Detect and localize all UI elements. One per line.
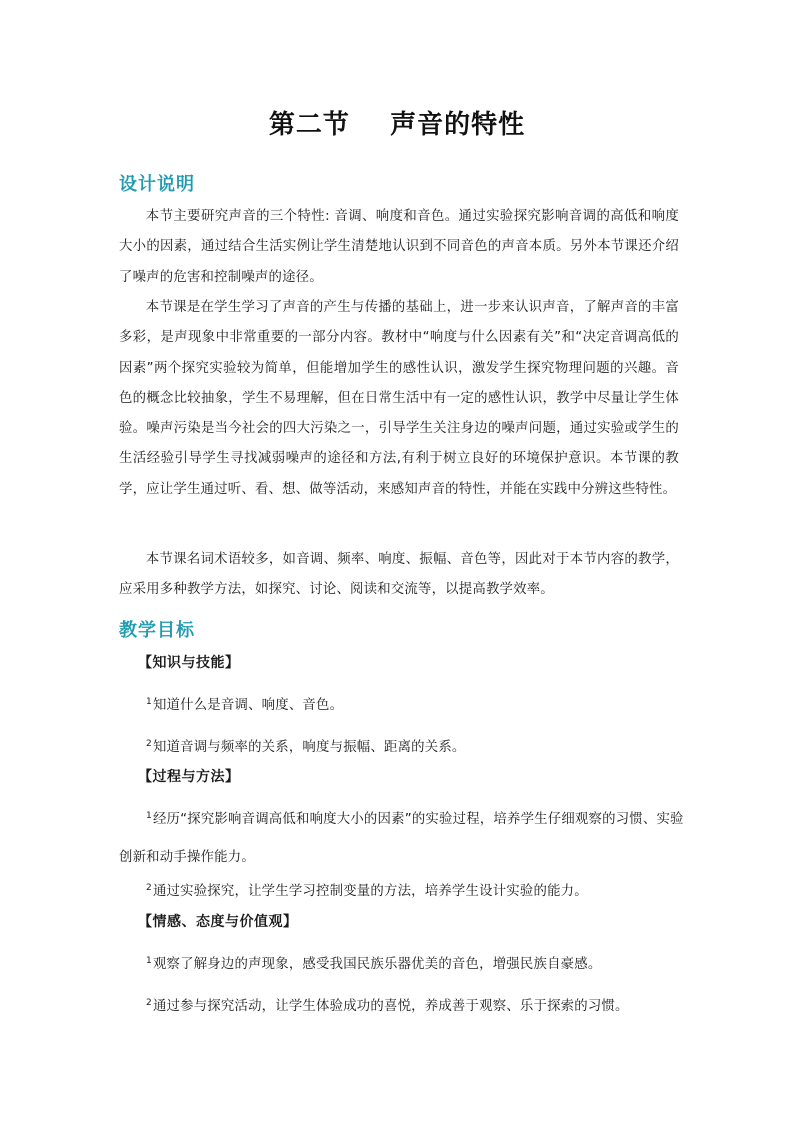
item-text: 知道什么是音调、响度、音色。 xyxy=(152,698,344,713)
process-item-1 xyxy=(119,797,685,877)
emotion-item-2 xyxy=(146,984,686,1026)
design-paragraph-3: 本节课名词术语较多，如音调、频率、响度、振幅、音色等，因此对于本节内容的教学，应采用多种教学方法，如探究、讨论、阅读和交流等，以提高教学效率。 xyxy=(119,552,679,598)
item-text: 通过实验探究，让学生学习控制变量的方法，培养学生设计实验的能力。 xyxy=(152,884,588,899)
item-number: 2 xyxy=(146,883,152,893)
page-title: 第二节 声音的特性 xyxy=(268,110,526,140)
item-text: 通过参与探究活动，让学生体验成功的喜悦，养成善于观察、乐于探索的习惯。 xyxy=(152,999,629,1014)
item-number: 2 xyxy=(146,998,152,1008)
item-number: 1 xyxy=(146,697,152,707)
design-paragraph-2: 本节课是在学生学习了声音的产生与传播的基础上，进一步来认识声音，了解声音的丰富多彩，是声现象中非常重要的一部分内容。教材中“响度与什么因素有关”和“决定音调高低的因素”两个探究实验较为简单，但能增加学生的感性认识，激发学生探究物理问题的兴趣。音色的概念比较抽象，学生不易理解，但在日常生活中有一定的感性认识，教学中尽量让学生体验。噪声污染是当今社会的四大污染之一，引导学生关注身边的噪声问题，通过实验或学生的生活经验引导学生寻找减弱噪声的途径和方法,有利于树立良好的环境保护意识。本节课的教学，应让学生通过听、看、想、做等活动，来感知声音的特性，并能在实践中分辨这些特性。 xyxy=(119,300,679,497)
knowledge-item-1 xyxy=(146,683,686,725)
knowledge-subheading: 【知识与技能】 xyxy=(138,655,240,671)
design-paragraph-1: 本节主要研究声音的三个特性: 音调、响度和音色。通过实验探究影响音调的高低和响度大小的因素，通过结合生活实例让学生清楚地认识到不同音色的声音本质。另外本节课还介绍了噪声的危害和控制噪声的途径。 xyxy=(119,209,679,285)
item-number: 1 xyxy=(146,811,152,821)
knowledge-item-2 xyxy=(146,725,686,767)
emotion-item-1 xyxy=(146,942,686,984)
item-number: 2 xyxy=(146,739,152,749)
item-text: 知道音调与频率的关系，响度与振幅、距离的关系。 xyxy=(152,740,466,755)
item-number: 1 xyxy=(146,956,152,966)
process-subheading: 【过程与方法】 xyxy=(138,769,240,785)
goals-heading: 教学目标 xyxy=(119,620,195,641)
item-text: 观察了解身边的声现象，感受我国民族乐器优美的音色，增强民族自豪感。 xyxy=(152,957,602,972)
process-item-2 xyxy=(146,869,686,911)
emotion-subheading: 【情感、态度与价值观】 xyxy=(138,914,298,930)
design-heading: 设计说明 xyxy=(119,174,195,195)
item-text: 经历“探究影响音调高低和响度大小的因素”的实验过程，培养学生仔细观察的习惯、实验创新和动手操作能力。 xyxy=(119,812,684,865)
